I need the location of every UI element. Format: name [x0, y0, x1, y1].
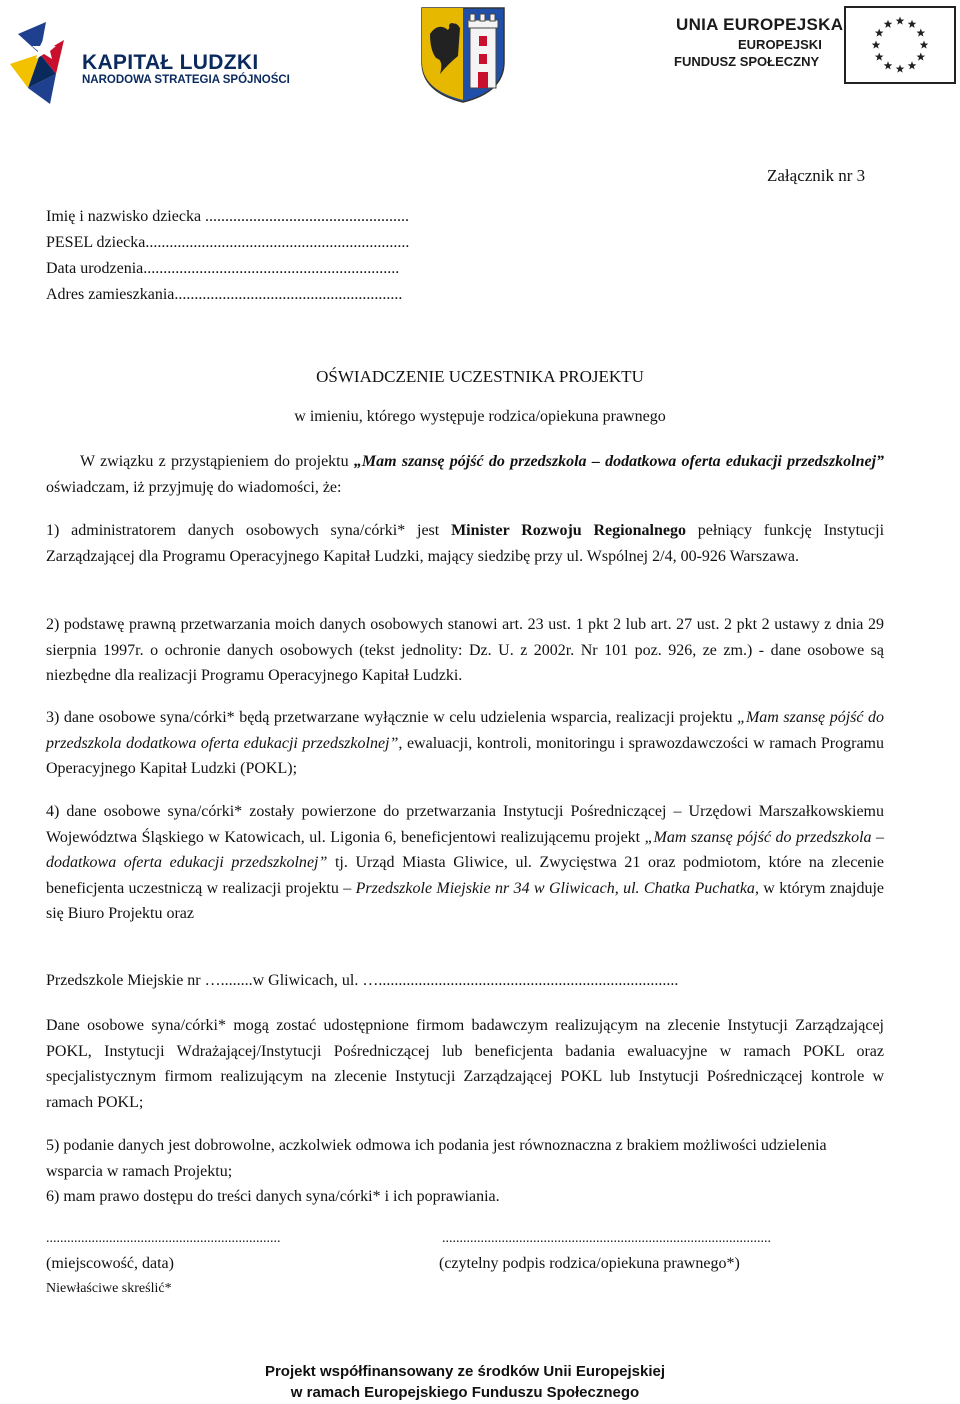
eu-subtitle-1: EUROPEJSKI: [738, 37, 822, 52]
document-subtitle: w imieniu, którego występuje rodzica/opiekuna prawnego: [294, 408, 666, 425]
intro-prefix: W związku z przystąpieniem do projektu: [80, 453, 349, 470]
eu-subtitle-2: FUNDUSZ SPOŁECZNY: [674, 54, 820, 69]
footer-line-1: Projekt współfinansowany ze środków Unii Europejskiej: [264, 1363, 666, 1380]
kapital-ludzki-title: KAPITAŁ LUDZKI: [82, 51, 259, 74]
signature-label: (czytelny podpis rodzica/opiekuna prawnego*): [439, 1255, 740, 1272]
intro-project-name: „Mam szansę pójść do przedszkola – dodatkowa oferta edukacji przedszkolnej”: [353, 453, 885, 470]
point-4-continued: Dane osobowe syna/córki* mogą zostać udostępnione firmom badawczym realizującym na zlecenie Instytucji Zarządzającej POKL, Instytucji Wdrażającej/Instytucji Pośredniczącej lub beneficjenta badania ewaluacyjne w ramach POKL oraz specjalistycznym firmom realizującym na zlecenie Instytucji Zarządzającej POKL lub Instytucji Pośredniczącej kontrole w ramach POKL;: [46, 1017, 884, 1111]
point-6: 6) mam prawo dostępu do treści danych syna/córki* i ich poprawiania.: [46, 1188, 500, 1205]
point-2: 2) podstawę prawną przetwarzania moich danych osobowych stanowi art. 23 ust. 1 pkt 2 lub art. 27 ust. 2 pkt 2 ustawy z dnia 29 sierpnia 1997r. o ochronie danych osobowych (tekst jednolity: Dz. U. z 2002r. Nr 101 poz. 926, ze zm.) - dane osobowe są niezbędne dla realizacji Programu Operacyjnego Kapitał Ludzki.: [46, 616, 884, 685]
kapital-ludzki-subtitle: NARODOWA STRATEGIA SPÓJNOŚCI: [82, 74, 290, 86]
point-4-kindergarten: Przedszkole Miejskie nr 34 w Gliwicach, ul. Chatka Puchatka: [355, 879, 755, 897]
point-4-pre: 4) dane osobowe syna/córki* zostały powierzone do przetwarzania Instytucji Pośredniczącej – Urzędowi Marszałkowskiemu Województwa Śląskiego w Katowicach, ul. Ligonia 6, beneficjentowi realizującemu projekt: [46, 803, 884, 846]
point-4-mid: tj. Urząd Miasta Gliwice, ul. Zwycięstwa 21 oraz podmiotom, które na zlecenie beneficjenta uczestniczą w realizacji projektu –: [46, 854, 884, 897]
kindergarten-field[interactable]: Przedszkole Miejskie nr …........w Gliwicach, ul. …...........................................................................: [46, 972, 679, 989]
intro-suffix: oświadczam, iż przyjmuję do wiadomości, że:: [46, 478, 342, 496]
signature-dots[interactable]: ..............................................................................................: [442, 1231, 771, 1246]
gliwice-coat-of-arms: [418, 4, 508, 104]
document-title: OŚWIADCZENIE UCZESTNIKA PROJEKTU: [316, 367, 644, 386]
child-pesel-field[interactable]: PESEL dziecka..................................................................: [46, 234, 410, 251]
footer-line-2: w ramach Europejskiego Funduszu Społecznego: [290, 1384, 640, 1401]
place-date-dots[interactable]: ...................................................................: [46, 1231, 281, 1246]
point-1-pre: 1) administratorem danych osobowych syna/córki* jest: [46, 522, 452, 539]
strike-note: Niewłaściwe skreślić*: [46, 1281, 172, 1296]
point-3-post: ewaluacji, kontroli, monitoringu i sprawozdawczości w ramach Programu Operacyjnego Kapitał Ludzki (POKL);: [46, 734, 884, 778]
point-4-post: , w którym znajduje się Biuro Projektu oraz: [46, 879, 885, 923]
point-3: [46, 705, 884, 782]
intro-paragraph: [46, 449, 884, 500]
eu-title: UNIA EUROPEJSKA: [676, 15, 844, 34]
child-address-field[interactable]: Adres zamieszkania.........................................................: [46, 286, 403, 303]
point-4: [46, 799, 884, 927]
child-birthdate-field[interactable]: Data urodzenia................................................................: [46, 260, 400, 277]
point-1-admin: Minister Rozwoju Regionalnego: [451, 522, 686, 539]
point-3-pre: 3) dane osobowe syna/córki* będą przetwarzane wyłącznie w celu udzielenia wsparcia, realizacji projektu: [46, 709, 738, 726]
annex-label: Załącznik nr 3: [767, 166, 866, 185]
point-1: [46, 518, 884, 569]
point-4-project: „Mam szansę pójść do przedszkola – dodatkowa oferta edukacji przedszkolnej”: [46, 828, 885, 872]
point-1-post: pełniący funkcję Instytucji Zarządzającej dla Programu Operacyjnego Kapitał Ludzki, mający siedzibę przy ul. Wspólnej 2/4, 00-926 Warszawa.: [46, 522, 885, 565]
point-5: 5) podanie danych jest dobrowolne, aczkolwiek odmowa ich podania jest równoznaczna z brakiem możliwości udzielenia wsparcia w ramach Projektu;: [46, 1137, 827, 1180]
child-name-field[interactable]: Imię i nazwisko dziecka ...................................................: [46, 208, 410, 225]
point-3-project: „Mam szansę pójść do przedszkola dodatkowa oferta edukacji przedszkolnej”,: [46, 709, 884, 752]
place-date-label: (miejscowość, data): [46, 1255, 174, 1272]
eu-flag-icon: [844, 6, 956, 84]
